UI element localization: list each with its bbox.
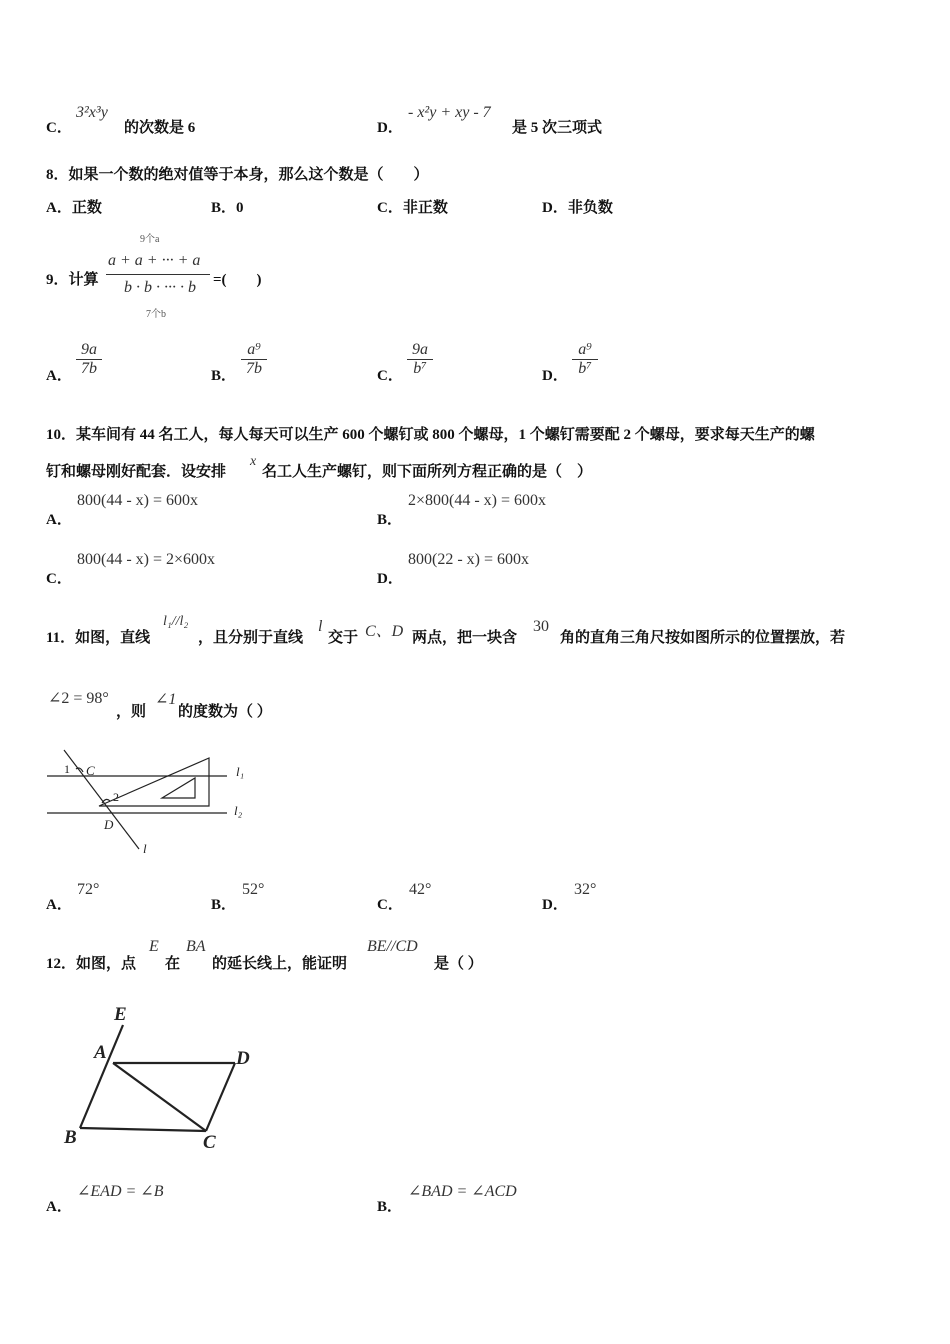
q10-option-c-label[interactable]: C． [46, 571, 72, 587]
q9-fraction-bar [106, 274, 210, 275]
q12-segment-ba: BA [186, 938, 206, 955]
q10-option-c-expr[interactable]: 800(44 - x) = 2×600x [77, 551, 216, 568]
fig-label-l: l [143, 841, 147, 856]
q10-option-d-label[interactable]: D． [377, 571, 403, 587]
q11-angle1: ∠1 [155, 691, 177, 708]
q9-numerator: a + a + ··· + a [108, 252, 201, 269]
q12-option-a-expr[interactable]: ∠EAD = ∠B [77, 1183, 164, 1200]
q11-angle-30: 30 [533, 618, 549, 635]
q8-stem: 8．如果一个数的绝对值等于本身，那么这个数是（ ） [46, 167, 429, 183]
fig-label-a: A [94, 1042, 107, 1063]
fig-label-b: B [64, 1127, 77, 1148]
q11-stem-part1: 11．如图，直线 [46, 630, 151, 646]
q12-option-b-label[interactable]: B． [377, 1199, 403, 1215]
q8-option-b[interactable]: B．0 [211, 200, 244, 216]
line-be [80, 1025, 123, 1128]
q10-stem-line1: 10．某车间有 44 名工人，每人每天可以生产 600 个螺钉或 800 个螺母，1 个螺钉需要配 2 个螺母，要求每天生产的螺 [46, 427, 815, 443]
line-ac [113, 1063, 206, 1131]
fig-label-l2: l₂ [234, 803, 243, 818]
q7-c-label: C． [46, 120, 72, 136]
q9-option-c-label[interactable]: C． [377, 368, 403, 384]
q8-option-c[interactable]: C．非正数 [377, 200, 448, 216]
q10-option-a-label[interactable]: A． [46, 512, 72, 528]
q11-option-b-value[interactable]: 52° [242, 881, 265, 898]
q11-stem-part4: 两点，把一块含 [412, 630, 518, 646]
fig-label-d: D [236, 1048, 250, 1069]
q9-option-a-fraction[interactable]: $\frac{9a}{7b}$ [76, 341, 102, 378]
q11-option-d-value[interactable]: 32° [574, 881, 597, 898]
fig-label-d: D [104, 817, 114, 832]
q10-option-b-label[interactable]: B． [377, 512, 403, 528]
q9-option-a-label[interactable]: A． [46, 368, 72, 384]
q9-option-b-fraction[interactable]: $\frac{\text{a⁹}}{7b}$ [241, 341, 267, 378]
fig-label-1: 1 [64, 762, 70, 776]
q11-stem-part2: ，且分别于直线 [198, 630, 304, 646]
q9-option-d-fraction[interactable]: $\frac{\text{a⁹}}{\text{b⁷}}$ [572, 341, 598, 378]
q12-option-b-expr[interactable]: ∠BAD = ∠ACD [408, 1183, 517, 1200]
q12-point-e: E [149, 938, 159, 955]
q10-option-b-expr[interactable]: 2×800(44 - x) = 600x [408, 492, 547, 509]
q12-stem-part1: 12．如图，点 [46, 956, 137, 972]
q11-stem-part5: 角的直角三角尺按如图所示的位置摆放，若 [560, 630, 846, 646]
q11-line-l: l [318, 618, 323, 635]
q10-option-a-expr[interactable]: 800(44 - x) = 600x [77, 492, 199, 509]
q11-stem-part7: 的度数为（ ） [178, 704, 272, 720]
q9-suffix: =( ) [213, 272, 262, 288]
q11-option-b-label[interactable]: B． [211, 897, 237, 913]
q11-option-d-label[interactable]: D． [542, 897, 568, 913]
triangle-ruler-inner [162, 778, 195, 798]
line-l [64, 750, 139, 849]
q11-parallel-expr: l₁//l₂ [163, 614, 189, 629]
q9-option-b-label[interactable]: B． [211, 368, 237, 384]
q8-option-d[interactable]: D．非负数 [542, 200, 613, 216]
q11-option-a-value[interactable]: 72° [77, 881, 100, 898]
q7-c-text: 的次数是 6 [124, 120, 196, 136]
q11-option-c-value[interactable]: 42° [409, 881, 432, 898]
q9-option-d-label[interactable]: D． [542, 368, 568, 384]
q7-c-expression: 3²x³y [76, 104, 108, 121]
q9-numerator-brace: 9个a [140, 234, 160, 245]
q12-stem-part2: 在 [165, 956, 181, 972]
q9-denominator: b · b · ··· · b [124, 279, 196, 296]
q11-angle2-value: ∠2 = 98° [48, 690, 109, 707]
q12-parallel-expr: BE//CD [367, 938, 418, 955]
fig-label-c: C [203, 1132, 216, 1153]
q10-variable: x [250, 454, 257, 469]
q11-figure [44, 745, 264, 860]
q11-stem-part3: 交于 [328, 630, 359, 646]
line-bc [80, 1128, 206, 1131]
line-dc [206, 1063, 235, 1131]
fig-label-e: E [114, 1004, 127, 1025]
q11-points-cd: C、D [365, 623, 404, 640]
q12-stem-part3: 的延长线上，能证明 [212, 956, 348, 972]
fig-label-l1: l₁ [236, 764, 245, 779]
q10-option-d-expr[interactable]: 800(22 - x) = 600x [408, 551, 530, 568]
q12-stem-part4: 是（ ） [434, 956, 483, 972]
q9-denominator-brace: 7个b [146, 309, 166, 320]
q11-option-c-label[interactable]: C． [377, 897, 403, 913]
q12-figure [58, 1000, 268, 1155]
fig-label-c: C [86, 763, 95, 778]
q12-option-a-label[interactable]: A． [46, 1199, 72, 1215]
q8-option-a[interactable]: A．正数 [46, 200, 102, 216]
q9-prefix: 9．计算 [46, 272, 99, 288]
q10-stem-line2b: 名工人生产螺钉，则下面所列方程正确的是（ ） [262, 464, 593, 480]
q7-d-text: 是 5 次三项式 [512, 120, 603, 136]
q10-stem-line2a: 钉和螺母刚好配套．设安排 [46, 464, 227, 480]
q11-stem-part6: ，则 [116, 704, 147, 720]
q7-d-expression: - x²y + xy - 7 [408, 104, 491, 121]
q7-d-label: D． [377, 120, 403, 136]
fig-label-2: 2 [113, 790, 119, 804]
q11-option-a-label[interactable]: A． [46, 897, 72, 913]
q9-option-c-fraction[interactable]: $\frac{9a}{\text{b⁷}}$ [407, 341, 433, 378]
